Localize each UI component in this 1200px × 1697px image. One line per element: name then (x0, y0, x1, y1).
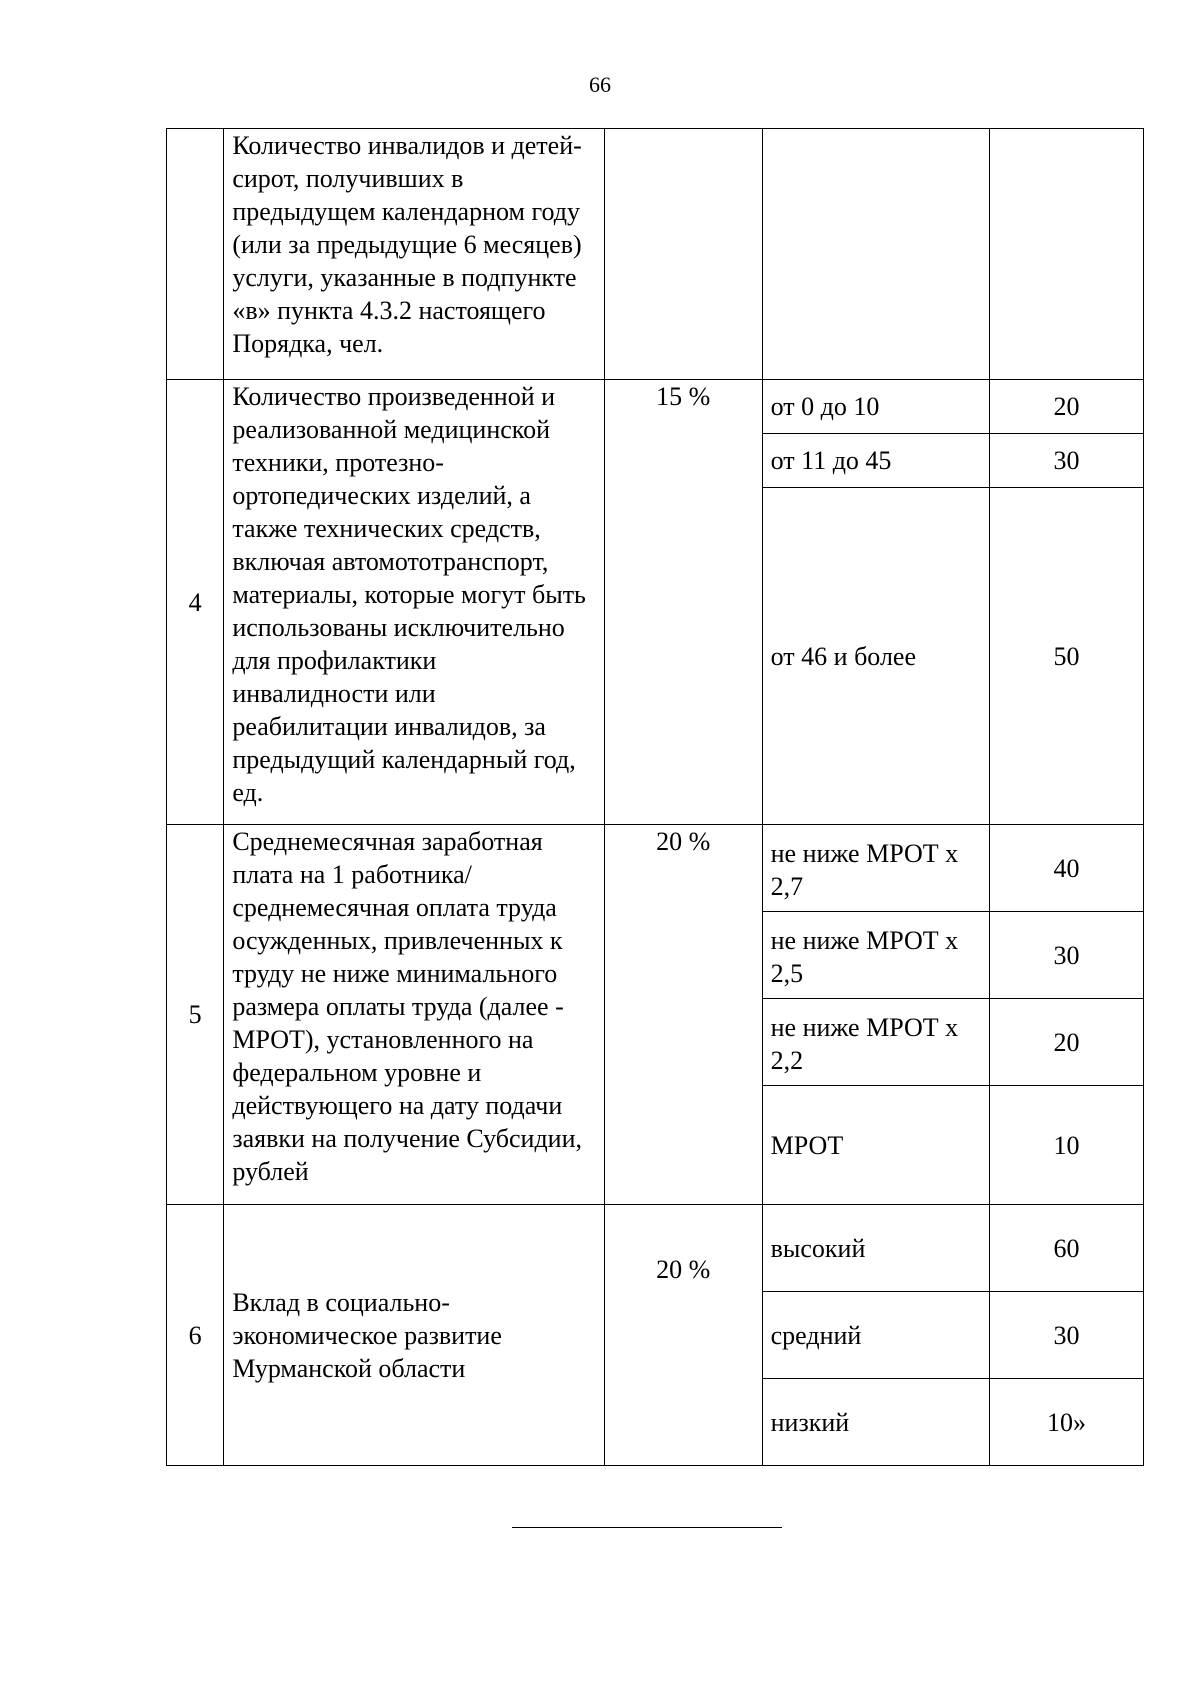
criterion-description: Количество инвалидов и детей-сирот, получивших в предыдущем календарном году (или за предыдущие 6 месяцев) услуги, указанные в подпункте «в» пункта 4.3.2 настоящего Порядка, чел. (224, 129, 604, 380)
criterion-score: 20 (990, 380, 1144, 434)
criterion-range: от 11 до 45 (762, 434, 989, 488)
criterion-score: 50 (990, 488, 1144, 825)
criterion-range: низкий (762, 1379, 989, 1466)
criterion-number: 6 (167, 1205, 224, 1466)
criterion-score: 60 (990, 1205, 1144, 1292)
table-row (167, 129, 1144, 380)
criteria-table (166, 128, 1144, 1466)
table-row (167, 380, 1144, 434)
criterion-description: Количество произведенной и реализованной медицинской техники, протезно-ортопедических изделий, а также технических средств, включая автомототранспорт, материалы, которые могут быть использованы исключительно для профилактики инвалидности или реабилитации инвалидов, за предыдущий календарный год, ед. (224, 380, 604, 825)
criterion-score: 10 (990, 1086, 1144, 1205)
end-divider (512, 1527, 782, 1528)
criterion-score: 30 (990, 1292, 1144, 1379)
criterion-weight-cell (604, 129, 762, 380)
criterion-number-cell (167, 129, 224, 380)
criterion-range: от 0 до 10 (762, 380, 989, 434)
criterion-number: 5 (167, 825, 224, 1205)
criterion-score: 30 (990, 912, 1144, 999)
criterion-description: Среднемесячная заработная плата на 1 работника/ среднемесячная оплата труда осужденных, привлеченных к труду не ниже минимального размера оплаты труда (далее - МРОТ), установленного на федеральном уровне и действующего на дату подачи заявки на получение Субсидии, рублей (224, 825, 604, 1205)
criterion-range: средний (762, 1292, 989, 1379)
table-row (167, 825, 1144, 912)
criterion-range: МРОТ (762, 1086, 989, 1205)
criterion-range: не ниже МРОТ х 2,7 (762, 825, 989, 912)
table-row (167, 1205, 1144, 1292)
criterion-description: Вклад в социально-экономическое развитие Мурманской области (224, 1205, 604, 1466)
criterion-number: 4 (167, 380, 224, 825)
criterion-weight: 15 % (604, 380, 762, 825)
criterion-range: от 46 и более (762, 488, 989, 825)
criterion-weight: 20 % (604, 1205, 762, 1466)
criterion-score: 40 (990, 825, 1144, 912)
criterion-range: не ниже МРОТ х 2,5 (762, 912, 989, 999)
criterion-weight: 20 % (604, 825, 762, 1205)
criterion-score-cell (990, 129, 1144, 380)
criterion-score: 10» (990, 1379, 1144, 1466)
criterion-range: высокий (762, 1205, 989, 1292)
criterion-range: не ниже МРОТ х 2,2 (762, 999, 989, 1086)
criterion-score: 30 (990, 434, 1144, 488)
criterion-score: 20 (990, 999, 1144, 1086)
criterion-range-cell (762, 129, 989, 380)
page-number: 66 (589, 72, 611, 97)
